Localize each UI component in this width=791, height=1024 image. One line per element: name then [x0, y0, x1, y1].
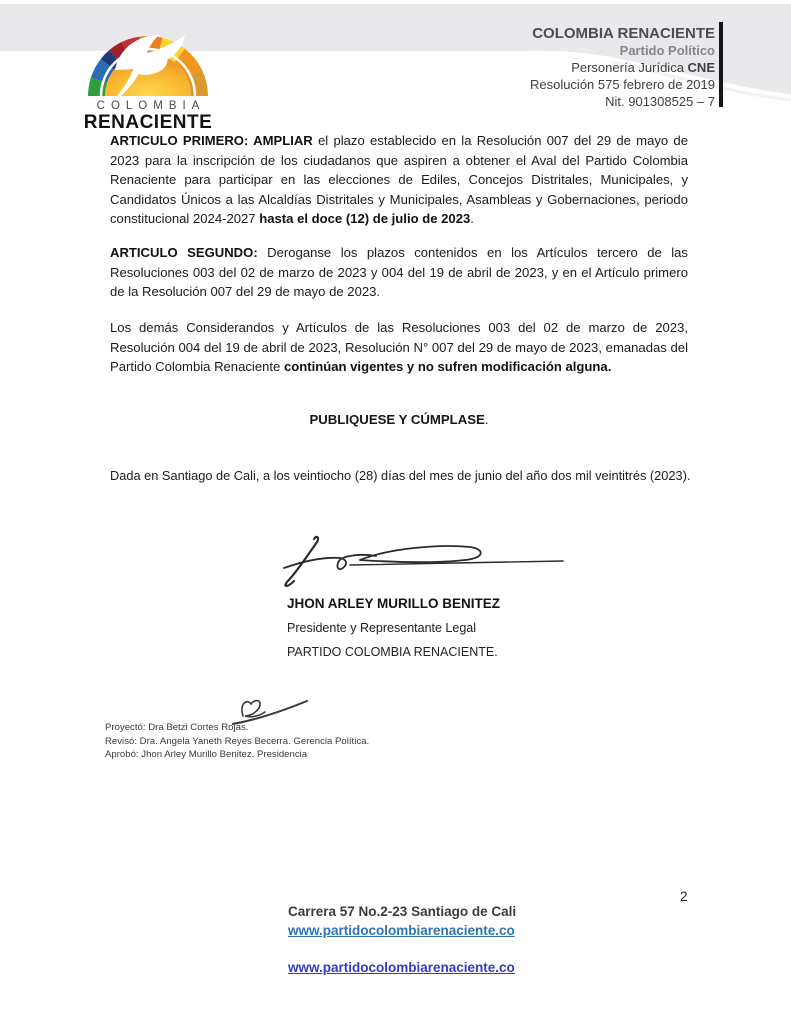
- p1-bold-lead: ARTICULO PRIMERO: AMPLIAR: [110, 133, 313, 148]
- paragraph-vigencia: [110, 318, 688, 377]
- header-vertical-bar: [719, 22, 723, 107]
- p1-suffix: .: [470, 211, 474, 226]
- org-resolucion: Resolución 575 febrero de 2019: [529, 77, 715, 92]
- paragraph-articulo-primero: [110, 131, 688, 229]
- org-personeria: Personería Jurídica CNE: [571, 60, 715, 75]
- p2-text: Deroganse los plazos contenidos en los Artículos tercero de las Resoluciones 003 del 02 de marzo de 2023 y 004 del 19 de abril de 2023, y en el Artículo primero de la Resolución 007 del 29 de mayo de 2023.: [110, 245, 688, 299]
- publiquese-suffix: .: [484, 412, 489, 427]
- logo-text-colombia: COLOMBIA: [96, 100, 206, 112]
- footer-website-link-1[interactable]: www.partidocolombiarenaciente.co: [288, 923, 515, 938]
- signer-party: PARTIDO COLOMBIA RENACIENTE.: [287, 645, 498, 659]
- logo-text-renaciente: RENACIENTE: [83, 112, 213, 133]
- review-proyecto: Proyectó: Dra Betzi Cortes Rojas.: [105, 722, 249, 733]
- p3-bold-tail: continúan vigentes y no sufren modificación alguna.: [283, 359, 612, 374]
- footer-website-link-2[interactable]: www.partidocolombiarenaciente.co: [288, 960, 515, 975]
- p1-text: el plazo establecido en la Resolución 007 del 29 de mayo de 2023 para la inscripción de los ciudadanos que aspiren a obtener el Aval del Partido Colombia Renaciente para participar en las elecciones de Ediles, Concejos Distritales, Municipales, y Candidatos Únicos a las Alcaldías Distritales y Municipales, Asambleas y Gobernaciones, periodo constitucional 2024-2027: [110, 133, 688, 226]
- review-aprobo: Aprobó: Jhon Arley Murillo Benitez. Presidencia: [105, 749, 308, 760]
- p1-bold-tail: hasta el doce (12) de julio de 2023: [259, 211, 471, 226]
- signer-title: Presidente y Representante Legal: [287, 621, 477, 635]
- paragraph-articulo-segundo: [110, 243, 688, 302]
- review-reviso: Revisó: Dra. Angela Yaneth Reyes Becerra. Gerencia Política.: [105, 735, 370, 747]
- signer-name: JHON ARLEY MURILLO BENITEZ: [287, 596, 501, 611]
- org-name: COLOMBIA RENACIENTE: [532, 25, 715, 42]
- review-block: [105, 721, 369, 762]
- publiquese-line: [110, 412, 688, 427]
- p2-bold-lead: ARTICULO SEGUNDO:: [110, 245, 258, 260]
- p3-text: Los demás Considerandos y Artículos de las Resoluciones 003 del 02 de marzo de 2023, Resolución 004 del 19 de abril de 2023, Resolución N° 007 del 29 de mayo de 2023, emanadas del Partido Colombia Renaciente: [110, 320, 688, 374]
- rainbow-arch-dove-icon: [62, 12, 234, 98]
- signature-scribble: [278, 515, 578, 600]
- page-number: 2: [680, 889, 688, 904]
- publiquese-bold: PUBLIQUESE Y CÚMPLASE: [309, 412, 485, 427]
- org-nit: Nit. 901308525 – 7: [605, 94, 715, 109]
- party-logo: [58, 12, 238, 134]
- dada-line: Dada en Santiago de Cali, a los veintiocho (28) días del mes de junio del año dos mil veintitrés (2023).: [110, 468, 691, 483]
- footer-address: Carrera 57 No.2-23 Santiago de Cali: [288, 904, 517, 919]
- letterhead-org-block: [530, 25, 715, 110]
- org-type: Partido Político: [619, 43, 715, 58]
